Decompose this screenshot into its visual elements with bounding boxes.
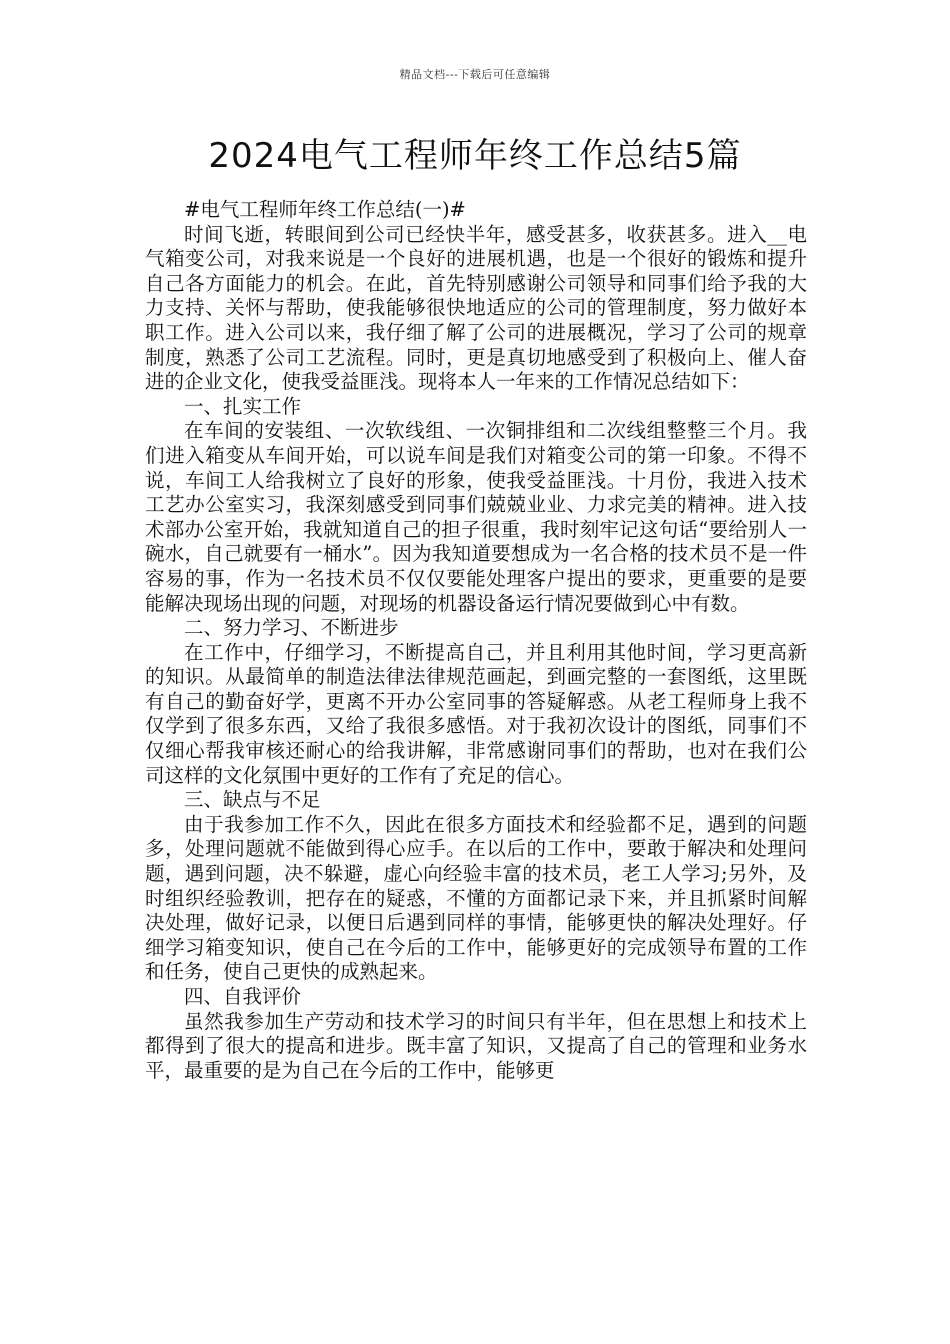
document-title: 2024电气工程师年终工作总结5篇 — [208, 136, 742, 176]
section-heading-2: 一、扎实工作 — [184, 394, 302, 418]
paragraph-intro: 时间飞逝，转眼间到公司已经快半年，感受甚多，收获甚多。进入__电气箱变公司，对我来说是一个良好的进展机遇，也是一个很好的锻炼和提升自己各方面能力的机会。在此，首先特别感谢公司领导和同事们给予我的大力支持、关怀与帮助，使我能够很快地适应的公司的管理制度，努力做好本职工作。进入公司以来，我仔细了解了公司的进展概况，学习了公司的规章制度，熟悉了公司工艺流程。同时，更是真切地感受到了积极向上、催人奋进的企业文化，使我受益匪浅。现将本人一年来的工作情况总结如下： — [145, 222, 807, 394]
section-heading-1: #电气工程师年终工作总结(一)# — [184, 198, 466, 221]
paragraph-study: 在工作中，仔细学习，不断提高自己，并且利用其他时间，学习更高新的知识。从最简单的制造法律法律规范画起，到画完整的一套图纸，这里既有自己的勤奋好学，更离不开办公室同事的答疑解惑。从老工程师身上我不仅学到了很多东西，又给了我很多感悟。对于我初次设计的图纸，同事们不仅细心帮我审核还耐心的给我讲解，非常感谢同事们的帮助，也对在我们公司这样的文化氛围中更好的工作有了充足的信心。 — [145, 640, 807, 787]
paragraph-work: 在车间的安装组、一次软线组、一次铜排组和二次线组整整三个月。我们进入箱变从车间开始，可以说车间是我们对箱变公司的第一印象。不得不说，车间工人给我树立了良好的形象，使我受益匪浅。十月份，我进入技术工艺办公室实习，我深刻感受到同事们兢兢业业、力求完美的精神。进入技术部办公室开始，我就知道自己的担子很重，我时刻牢记这句话“要给别人一碗水，自己就要有一桶水”。因为我知道要想成为一名合格的技术员不是一件容易的事，作为一名技术员不仅仅要能处理客户提出的要求，更重要的是要能解决现场出现的问题，对现场的机器设备运行情况要做到心中有数。 — [145, 419, 807, 615]
section-heading-3: 二、努力学习、不断进步 — [184, 616, 399, 640]
paragraph-shortcomings: 由于我参加工作不久，因此在很多方面技术和经验都不足，遇到的问题多，处理问题就不能做到得心应手。在以后的工作中，要敢于解决和处理问题，遇到问题，决不躲避，虚心向经验丰富的技术员，老工人学习;另外，及时组织经验教训，把存在的疑惑，不懂的方面都记录下来，并且抓紧时间解决处理，做好记录，以便日后遇到同样的事情，能够更快的解决处理好。仔细学习箱变知识，使自己在今后的工作中，能够更好的完成领导布置的工作和任务，使自己更快的成熟起来。 — [145, 812, 807, 984]
paragraph-self-evaluation: 虽然我参加生产劳动和技术学习的时间只有半年，但在思想上和技术上都得到了很大的提高和进步。既丰富了知识，又提高了自己的管理和业务水平，最重要的是为自己在今后的工作中，能够更 — [145, 1009, 807, 1082]
document-body — [145, 198, 807, 1083]
header-note: 精品文档---下载后可任意编辑 — [399, 68, 551, 81]
section-heading-4: 三、缺点与不足 — [184, 788, 321, 812]
section-heading-5: 四、自我评价 — [184, 985, 302, 1008]
